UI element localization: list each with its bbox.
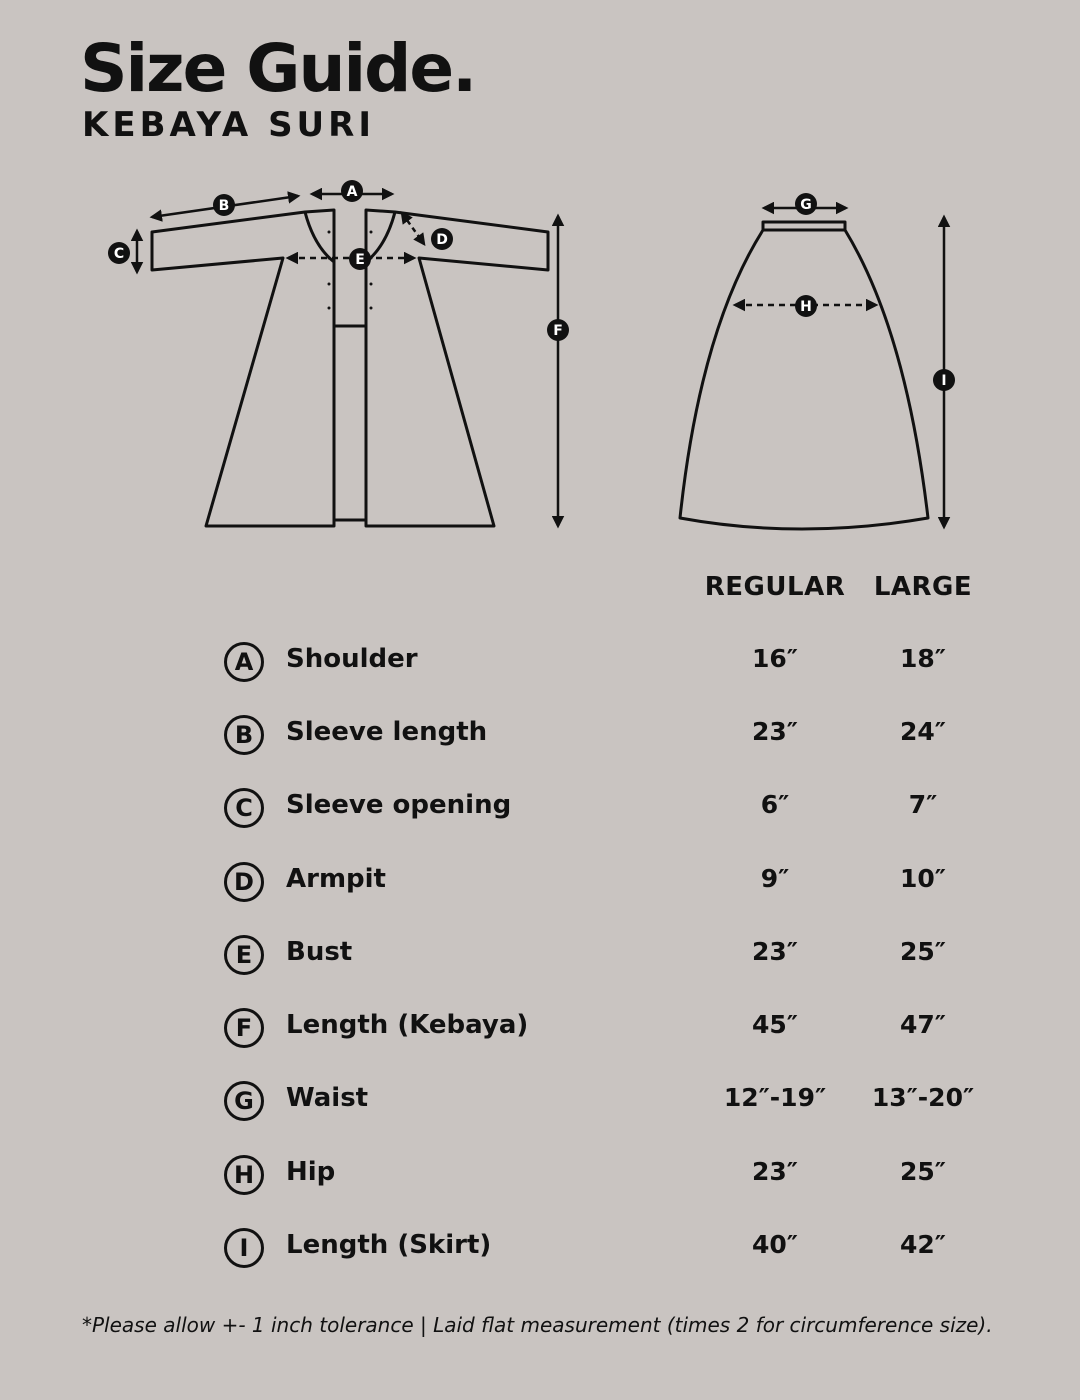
svg-text:C: C bbox=[113, 246, 125, 262]
product-name: KEBAYA SURI bbox=[82, 105, 375, 145]
measurement-arrows bbox=[137, 194, 947, 527]
marker-b bbox=[213, 194, 235, 216]
row-label: Bust bbox=[286, 937, 353, 967]
column-header-regular: REGULAR bbox=[704, 572, 846, 602]
large-value: 42″ bbox=[900, 1230, 946, 1259]
svg-text:I: I bbox=[941, 373, 947, 389]
page-title: Size Guide. bbox=[80, 30, 476, 107]
size-row-armpit bbox=[0, 860, 1080, 904]
marker-e bbox=[349, 248, 371, 270]
row-label: Shoulder bbox=[286, 644, 418, 674]
large-value: 47″ bbox=[900, 1010, 946, 1039]
letter-badge: D bbox=[224, 862, 264, 902]
diagram-markers bbox=[108, 180, 955, 391]
size-row-hip bbox=[0, 1153, 1080, 1197]
svg-text:B: B bbox=[218, 198, 230, 214]
marker-g bbox=[795, 193, 817, 215]
row-label: Length (Kebaya) bbox=[286, 1010, 529, 1040]
svg-text:D: D bbox=[436, 232, 448, 248]
marker-c bbox=[108, 242, 130, 264]
regular-value: 23″ bbox=[752, 717, 798, 746]
letter-badge: E bbox=[224, 935, 264, 975]
svg-text:H: H bbox=[800, 299, 812, 315]
regular-value: 40″ bbox=[752, 1230, 798, 1259]
letter-badge: F bbox=[224, 1008, 264, 1048]
letter-badge: G bbox=[224, 1081, 264, 1121]
regular-value: 16″ bbox=[752, 644, 798, 673]
row-label: Hip bbox=[286, 1157, 336, 1187]
marker-d bbox=[431, 228, 453, 250]
svg-text:A: A bbox=[346, 184, 358, 200]
column-header-large: LARGE bbox=[873, 572, 973, 602]
regular-value: 23″ bbox=[752, 1157, 798, 1186]
letter-badge: C bbox=[224, 788, 264, 828]
size-row-shoulder bbox=[0, 640, 1080, 684]
letter-badge: A bbox=[224, 642, 264, 682]
size-row-waist bbox=[0, 1079, 1080, 1123]
regular-value: 6″ bbox=[760, 790, 790, 819]
letter-badge: I bbox=[224, 1228, 264, 1268]
row-label: Waist bbox=[286, 1083, 369, 1113]
regular-value: 45″ bbox=[752, 1010, 798, 1039]
large-value: 18″ bbox=[900, 644, 946, 673]
marker-f bbox=[547, 319, 569, 341]
size-row-length-skirt bbox=[0, 1226, 1080, 1270]
regular-value: 9″ bbox=[760, 864, 790, 893]
row-label: Armpit bbox=[286, 864, 386, 894]
size-row-sleeve-length bbox=[0, 713, 1080, 757]
letter-badge: H bbox=[224, 1155, 264, 1195]
svg-text:F: F bbox=[553, 323, 563, 339]
svg-text:G: G bbox=[800, 197, 812, 213]
tolerance-footnote: *Please allow +- 1 inch tolerance | Laid flat measurement (times 2 for circumference size). bbox=[82, 1313, 993, 1337]
large-value: 10″ bbox=[900, 864, 946, 893]
row-label: Sleeve opening bbox=[286, 790, 512, 820]
size-row-bust bbox=[0, 933, 1080, 977]
row-label: Sleeve length bbox=[286, 717, 488, 747]
large-value: 25″ bbox=[900, 1157, 946, 1186]
skirt-outline bbox=[680, 222, 928, 529]
large-value: 13″-20″ bbox=[871, 1083, 975, 1112]
marker-a bbox=[341, 180, 363, 202]
large-value: 25″ bbox=[900, 937, 946, 966]
regular-value: 12″-19″ bbox=[723, 1083, 827, 1112]
large-value: 7″ bbox=[908, 790, 938, 819]
size-row-length-kebaya bbox=[0, 1006, 1080, 1050]
size-row-sleeve-opening bbox=[0, 786, 1080, 830]
marker-i bbox=[933, 369, 955, 391]
svg-text:E: E bbox=[355, 252, 365, 268]
measurement-diagram bbox=[0, 0, 1080, 560]
row-label: Length (Skirt) bbox=[286, 1230, 492, 1260]
regular-value: 23″ bbox=[752, 937, 798, 966]
marker-h bbox=[795, 295, 817, 317]
letter-badge: B bbox=[224, 715, 264, 755]
large-value: 24″ bbox=[900, 717, 946, 746]
